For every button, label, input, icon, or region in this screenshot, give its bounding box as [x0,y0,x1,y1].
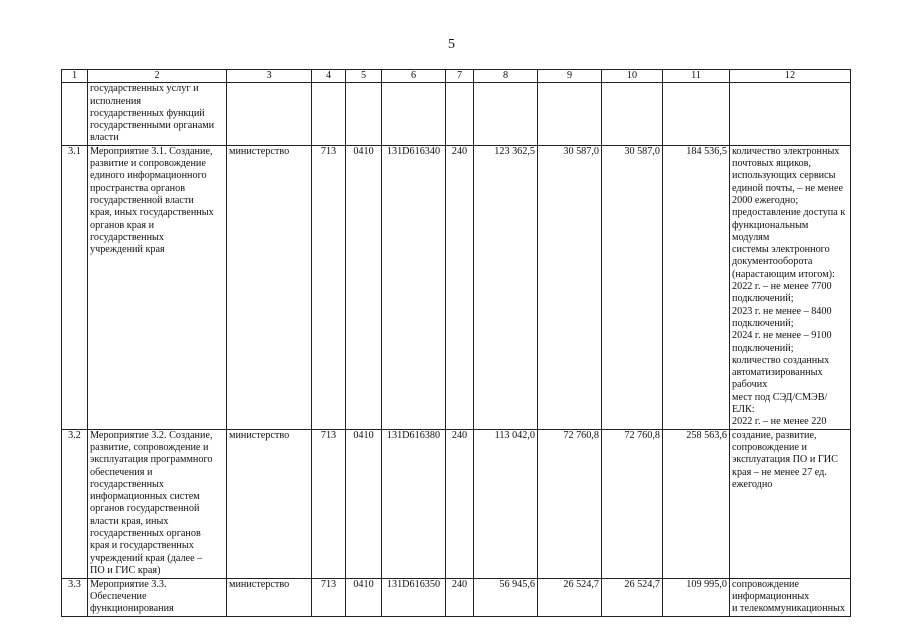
indicator-line: системы электронного [732,244,830,256]
header-cell: 3 [227,70,312,83]
row-number-cell: 3.1 [62,145,88,429]
cell: 0410 [346,145,382,429]
activity-line: органов края и [90,219,155,231]
cell [602,83,663,145]
cell [346,83,382,145]
indicator-line: эксплуатация ПО и ГИС [732,454,838,466]
amount-cell: 258 563,6 [663,429,730,578]
indicator-line: количество электронных [732,145,840,157]
cell [382,83,446,145]
header-cell: 2 [88,70,227,83]
indicator-line: 2023 г. не менее – 8400 [732,305,832,317]
table-row [62,578,851,616]
activity-cell [88,429,227,578]
amount-cell: 113 042,0 [474,429,538,578]
indicator-line: 2022 г. – не менее 220 [732,416,827,428]
header-cell: 9 [538,70,602,83]
indicator-line: (нарастающим итогом): [732,268,835,280]
activity-line: учреждений края [90,244,165,256]
activity-line: государственных услуг и [90,83,199,95]
header-cell: 7 [446,70,474,83]
header-cell: 1 [62,70,88,83]
indicator-line: количество созданных [732,354,830,366]
activity-line: Мероприятие 3.2. Создание, [90,429,213,441]
cell: 240 [446,145,474,429]
activity-line: Мероприятие 3.1. Создание, [90,145,213,157]
indicator-line: почтовых ящиков, [732,158,811,170]
activity-line: государственными органами [90,120,215,132]
indicator-line: сопровождение и [732,441,808,453]
indicator-line: ежегодно [732,478,773,490]
activity-line: власти края, иных [90,515,169,527]
indicator-line: 2022 г. – не менее 7700 [732,281,832,293]
indicator-line: подключений; [732,293,794,305]
header-cell: 8 [474,70,538,83]
activity-line: пространства органов [90,182,186,194]
header-cell: 4 [312,70,346,83]
activity-line: государственных органов [90,527,201,539]
amount-cell: 30 587,0 [538,145,602,429]
amount-cell: 72 760,8 [602,429,663,578]
header-cell: 5 [346,70,382,83]
cell [663,83,730,145]
indicator-cell [730,578,851,616]
page-number: 5 [448,37,455,52]
indicator-line: предоставление доступа к [732,207,846,219]
cell: 240 [446,429,474,578]
activity-line: Мероприятие 3.3. [90,578,167,590]
amount-cell: 123 362,5 [474,145,538,429]
activity-line: учреждений края (далее – [90,552,203,564]
cell: 131D616350 [382,578,446,616]
activity-line: государственной власти [90,194,194,206]
activity-line: Обеспечение [90,590,147,602]
activity-line: края и государственных [90,540,194,552]
row-number-cell [62,83,88,145]
indicator-line: создание, развитие, [732,429,817,441]
cell [446,83,474,145]
executor-cell: министерство [227,429,312,578]
cell: 240 [446,578,474,616]
cell: 131D616380 [382,429,446,578]
indicator-line: единой почты, – не менее [732,182,843,194]
indicator-line: использующих сервисы [732,170,836,182]
indicator-line: автоматизированных рабочих [732,367,823,391]
indicator-line: края – не менее 27 ед. [732,466,827,478]
activity-line: эксплуатация программного [90,454,213,466]
document-table [61,69,851,617]
indicator-line: 2024 г. не менее – 9100 [732,330,832,342]
activity-line: власти [90,132,119,144]
indicator-line: и телекоммуникационных [732,603,845,615]
cell: 0410 [346,429,382,578]
activity-line: развитие и сопровождение [90,158,206,170]
indicator-line: мест под СЭД/СМЭВ/ЕЛК: [732,391,828,416]
header-cell: 6 [382,70,446,83]
activity-line: информационных систем [90,491,200,503]
table-header-row [62,70,851,83]
amount-cell: 184 536,5 [663,145,730,429]
indicator-line: документооборота [732,256,813,268]
table-row [62,429,851,578]
row-number-cell: 3.3 [62,578,88,616]
cell: 0410 [346,578,382,616]
activity-line: государственных [90,231,164,243]
indicator-line: сопровождение [732,578,800,590]
activity-cell [88,145,227,429]
indicator-cell [730,429,851,578]
amount-cell: 26 524,7 [538,578,602,616]
activity-line: единого информационного [90,170,207,182]
activity-line: развитие, сопровождение и [90,441,209,453]
amount-cell: 72 760,8 [538,429,602,578]
cell [474,83,538,145]
activity-line: государственных функций [90,107,205,119]
executor-cell: министерство [227,578,312,616]
cell: 713 [312,429,346,578]
executor-cell [227,83,312,145]
cell: 713 [312,145,346,429]
activity-line: обеспечения и [90,466,153,478]
activity-line: ПО и ГИС края) [90,564,161,576]
cell [538,83,602,145]
cell [312,83,346,145]
cell: 713 [312,578,346,616]
indicator-cell [730,145,851,429]
amount-cell: 109 995,0 [663,578,730,616]
activity-cell [88,578,227,616]
header-cell: 11 [663,70,730,83]
amount-cell: 56 945,6 [474,578,538,616]
activity-line: края, иных государственных [90,207,214,219]
activity-line: исполнения [90,95,142,107]
table-row [62,145,851,429]
indicator-line: 2000 ежегодно; [732,194,799,206]
executor-cell: министерство [227,145,312,429]
header-cell: 12 [730,70,851,83]
activity-line: органов государственной [90,503,200,515]
header-cell: 10 [602,70,663,83]
activity-line: функционирования [90,603,174,615]
activity-line: государственных [90,478,164,490]
indicator-line: подключений; [732,317,794,329]
table-row [62,83,851,145]
indicator-line: функциональным модулям [732,219,809,243]
amount-cell: 30 587,0 [602,145,663,429]
indicator-line: информационных [732,590,810,602]
cell: 131D616340 [382,145,446,429]
indicator-cell [730,83,851,145]
amount-cell: 26 524,7 [602,578,663,616]
row-number-cell: 3.2 [62,429,88,578]
activity-cell [88,83,227,145]
indicator-line: подключений; [732,342,794,354]
